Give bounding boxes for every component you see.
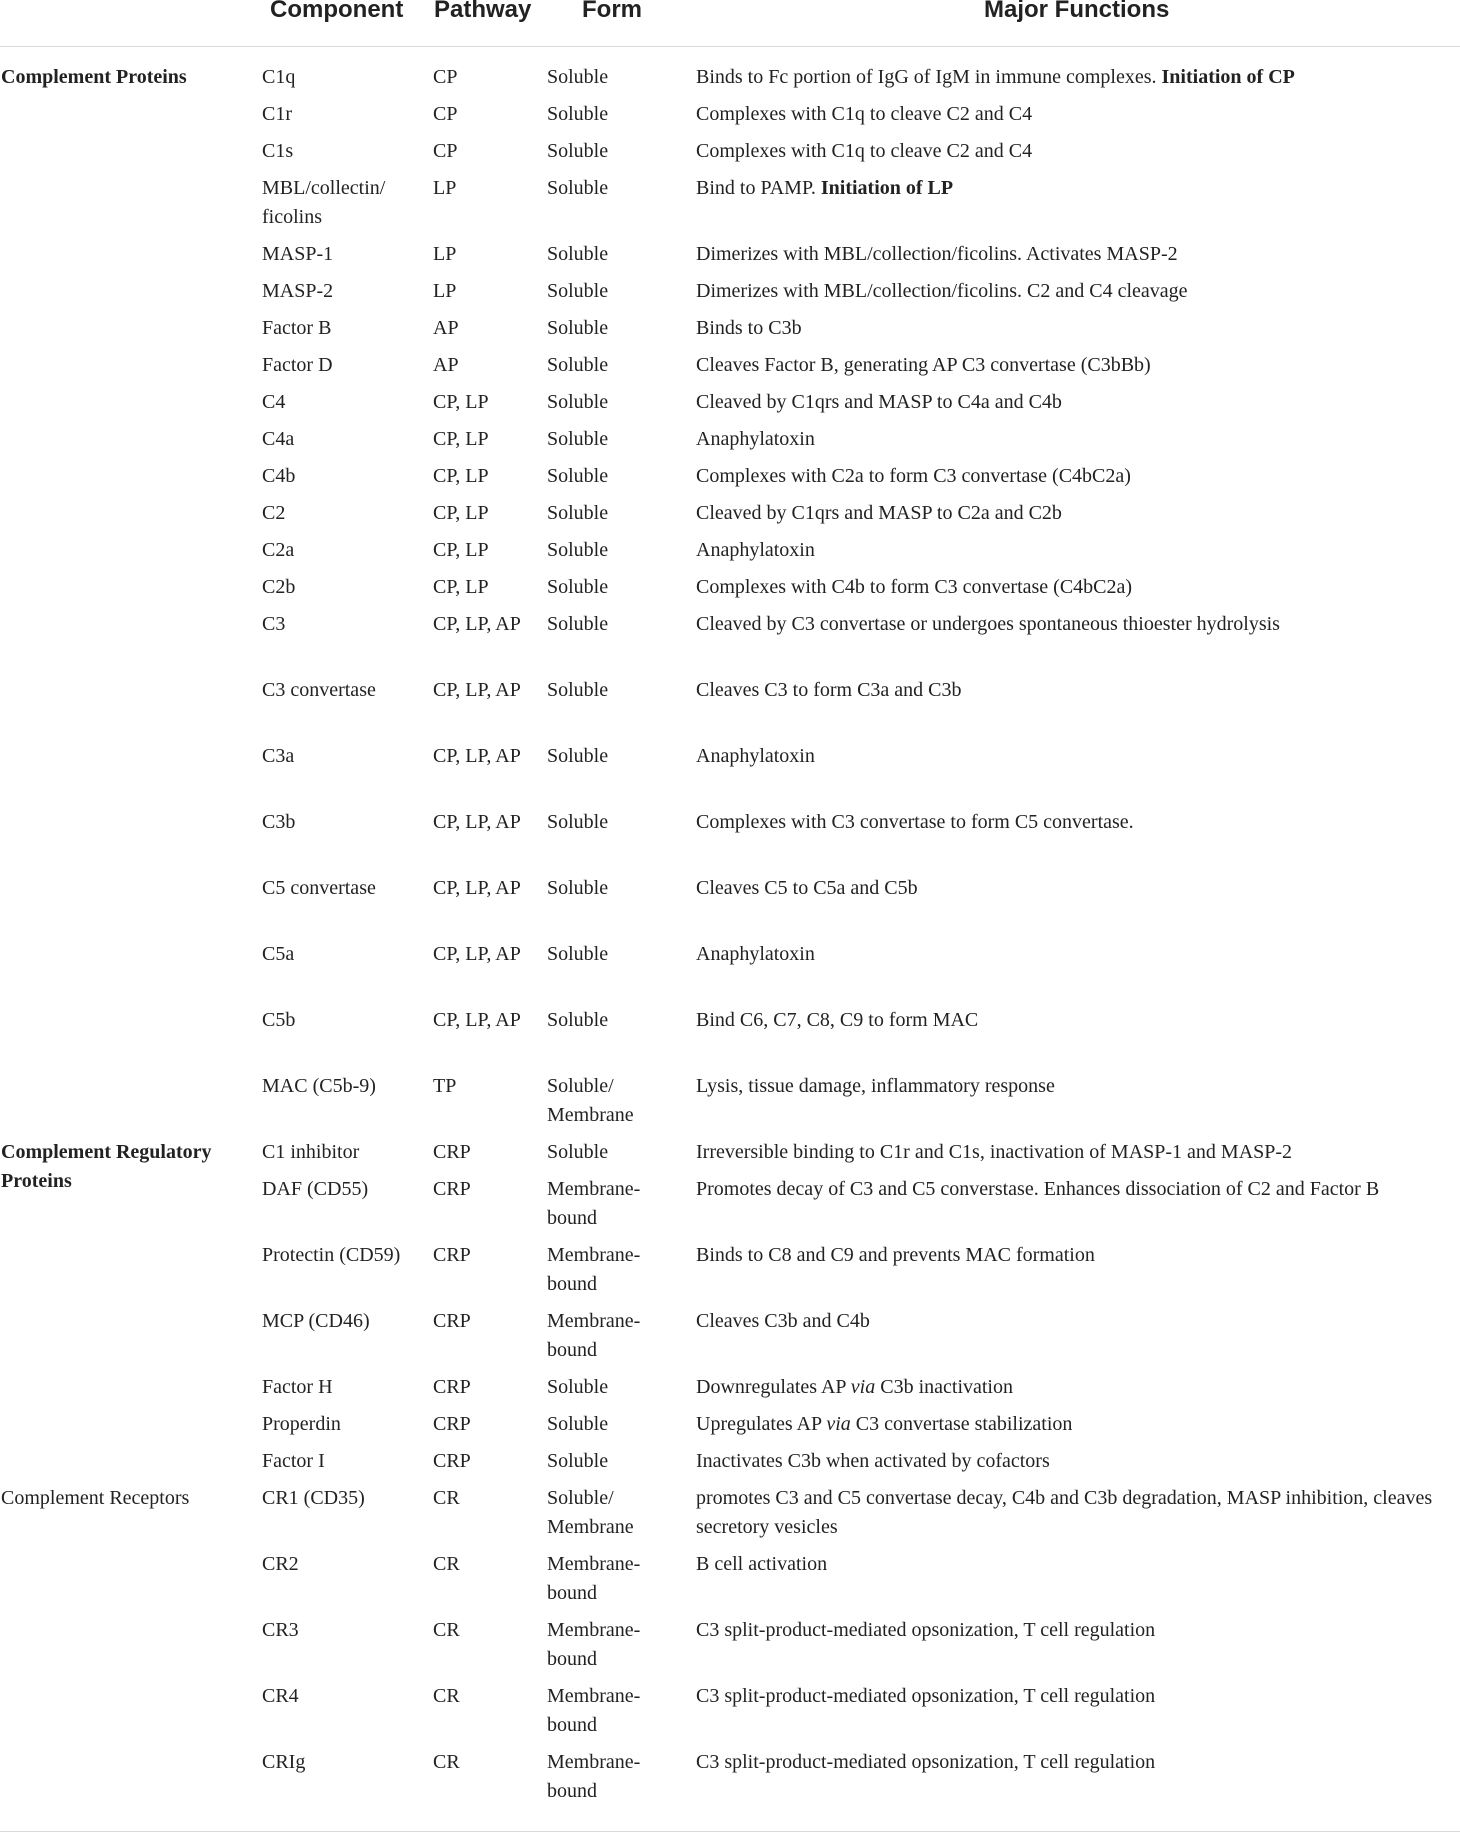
function-text: Complexes with C4b to form C3 convertase (C4bC2a) (696, 576, 1133, 598)
function-text: Binds to C3b (696, 317, 802, 339)
component-cell: CR2 (262, 1553, 299, 1575)
function-cell (696, 63, 1456, 92)
form-cell: Soluble (547, 943, 609, 965)
function-text: Complexes with C1q to cleave C2 and C4 (696, 140, 1033, 162)
component-cell: C4a (262, 428, 295, 450)
form-cell: Soluble (547, 679, 609, 701)
pathway-cell: CR (433, 1751, 460, 1773)
pathway-cell: CRP (433, 1178, 471, 1200)
component-cell: MASP-2 (262, 280, 334, 302)
pathway-cell: CP, LP, AP (433, 877, 521, 899)
form-cell: Membrane-bound (547, 1751, 641, 1802)
function-cell (696, 100, 1456, 129)
function-emphasis-text: Initiation of CP (1161, 66, 1295, 88)
function-text: Anaphylatoxin (696, 428, 815, 450)
function-text: Binds to C8 and C9 and prevents MAC formation (696, 1244, 1095, 1266)
pathway-cell: CP, LP (433, 502, 489, 524)
function-cell (696, 1748, 1456, 1777)
function-cell (696, 940, 1456, 969)
function-text: Promotes decay of C3 and C5 converstase. Enhances dissociation of C2 and Factor B (696, 1178, 1380, 1200)
function-text: C3 convertase stabilization (855, 1413, 1073, 1435)
table-header (0, 0, 1460, 47)
function-cell (696, 1175, 1456, 1204)
function-cell (696, 808, 1456, 837)
form-cell: Soluble (547, 177, 609, 199)
component-cell: DAF (CD55) (262, 1178, 369, 1200)
function-text: Cleaves C3b and C4b (696, 1310, 870, 1332)
pathway-cell: CR (433, 1553, 460, 1575)
function-cell (696, 1550, 1456, 1579)
group-label: Complement Proteins (1, 66, 187, 88)
function-text: C3b inactivation (880, 1376, 1013, 1398)
function-text: B cell activation (696, 1553, 828, 1575)
function-cell (696, 1241, 1456, 1270)
pathway-cell: CP, LP (433, 539, 489, 561)
pathway-cell: CP, LP, AP (433, 1009, 521, 1031)
pathway-cell: CP, LP, AP (433, 943, 521, 965)
component-cell: C5a (262, 943, 295, 965)
form-cell: Membrane-bound (547, 1244, 641, 1295)
function-italic-text: via (826, 1413, 851, 1435)
component-cell: Factor D (262, 354, 333, 376)
component-cell: C1r (262, 103, 292, 125)
function-text: C3 split-product-mediated opsonization, T cell regulation (696, 1751, 1156, 1773)
form-cell: Soluble (547, 613, 609, 635)
pathway-cell: CR (433, 1487, 460, 1509)
component-cell: CR3 (262, 1619, 299, 1641)
component-cell: C1q (262, 66, 296, 88)
function-cell (696, 742, 1456, 771)
function-text: Cleaves Factor B, generating AP C3 convertase (C3bBb) (696, 354, 1151, 376)
form-cell: Membrane-bound (547, 1178, 641, 1229)
header-major-functions: Major Functions (984, 0, 1170, 23)
form-cell: Soluble (547, 243, 609, 265)
component-cell: CRIg (262, 1751, 306, 1773)
pathway-cell: CP, LP (433, 465, 489, 487)
function-cell (696, 174, 1456, 203)
pathway-cell: CRP (433, 1141, 471, 1163)
form-cell: Membrane-bound (547, 1619, 641, 1670)
function-text: Bind C6, C7, C8, C9 to form MAC (696, 1009, 979, 1031)
component-cell: Properdin (262, 1413, 341, 1435)
form-cell: Soluble (547, 465, 609, 487)
component-cell: C2b (262, 576, 296, 598)
pathway-cell: LP (433, 177, 457, 199)
function-text: C3 split-product-mediated opsonization, T cell regulation (696, 1619, 1156, 1641)
function-cell (696, 499, 1456, 528)
function-cell (696, 874, 1456, 903)
function-cell (696, 1447, 1456, 1476)
function-text: Irreversible binding to C1r and C1s, inactivation of MASP-1 and MASP-2 (696, 1141, 1293, 1163)
function-cell (696, 536, 1456, 565)
function-cell (696, 573, 1456, 602)
function-text: Binds to Fc portion of IgG of IgM in immune complexes. (696, 66, 1157, 88)
component-cell: C3 (262, 613, 286, 635)
form-cell: Soluble (547, 1009, 609, 1031)
form-cell: Membrane-bound (547, 1310, 641, 1361)
form-cell: Soluble (547, 877, 609, 899)
form-cell: Soluble (547, 1413, 609, 1435)
function-text: Cleaved by C1qrs and MASP to C4a and C4b (696, 391, 1062, 413)
component-cell: MASP-1 (262, 243, 334, 265)
function-cell (696, 1616, 1456, 1645)
pathway-cell: LP (433, 280, 457, 302)
function-cell (696, 1072, 1456, 1101)
pathway-cell: CP (433, 103, 458, 125)
component-cell: C2 (262, 502, 286, 524)
function-italic-text: via (850, 1376, 876, 1398)
component-cell: MCP (CD46) (262, 1310, 370, 1332)
pathway-cell: CRP (433, 1450, 471, 1472)
component-cell: C3 convertase (262, 679, 376, 701)
form-cell: Soluble (547, 140, 609, 162)
form-cell: Soluble (547, 502, 609, 524)
form-cell: Soluble (547, 576, 609, 598)
function-text: Cleaved by C1qrs and MASP to C2a and C2b (696, 502, 1062, 524)
form-cell: Soluble (547, 428, 609, 450)
pathway-cell: CRP (433, 1376, 471, 1398)
function-text: promotes C3 and C5 convertase decay, C4b and C3b degradation, MASP inhibition, cleaves secretory vesicles (696, 1487, 1433, 1538)
component-cell: C5b (262, 1009, 296, 1031)
group-label: Complement Receptors (1, 1487, 190, 1509)
function-cell (696, 240, 1456, 269)
component-cell: Factor H (262, 1376, 333, 1398)
pathway-cell: CR (433, 1685, 460, 1707)
function-text: C3 split-product-mediated opsonization, T cell regulation (696, 1685, 1156, 1707)
function-cell (696, 351, 1456, 380)
component-cell: MAC (C5b-9) (262, 1075, 376, 1097)
pathway-cell: CRP (433, 1310, 471, 1332)
form-cell: Soluble (547, 280, 609, 302)
component-cell: CR1 (CD35) (262, 1487, 365, 1509)
function-text: Cleaves C3 to form C3a and C3b (696, 679, 962, 701)
form-cell: Soluble (547, 1450, 609, 1472)
function-text: Lysis, tissue damage, inflammatory response (696, 1075, 1055, 1097)
function-cell (696, 1006, 1456, 1035)
component-cell: CR4 (262, 1685, 299, 1707)
function-text: Inactivates C3b when activated by cofactors (696, 1450, 1050, 1472)
header-form: Form (582, 0, 642, 23)
function-text: Upregulates AP (696, 1413, 822, 1435)
component-cell: MBL/collectin/ ficolins (262, 177, 386, 228)
form-cell: Soluble (547, 103, 609, 125)
component-cell: C4b (262, 465, 296, 487)
pathway-cell: TP (433, 1075, 457, 1097)
form-cell: Soluble (547, 354, 609, 376)
function-cell (696, 1307, 1456, 1336)
function-cell (696, 1410, 1456, 1439)
function-text: Anaphylatoxin (696, 745, 815, 767)
component-cell: C1 inhibitor (262, 1141, 360, 1163)
table-bottom-rule (0, 1831, 1460, 1832)
form-cell: Membrane-bound (547, 1553, 641, 1604)
pathway-cell: CP, LP (433, 428, 489, 450)
function-text: Complexes with C1q to cleave C2 and C4 (696, 103, 1033, 125)
form-cell: Soluble (547, 391, 609, 413)
form-cell: Membrane-bound (547, 1685, 641, 1736)
pathway-cell: CP, LP, AP (433, 613, 521, 635)
function-cell (696, 1373, 1456, 1402)
form-cell: Soluble (547, 1376, 609, 1398)
component-cell: C5 convertase (262, 877, 376, 899)
pathway-cell: CP, LP, AP (433, 811, 521, 833)
pathway-cell: CP, LP, AP (433, 745, 521, 767)
pathway-cell: CP (433, 140, 458, 162)
function-cell (696, 137, 1456, 166)
component-cell: C3a (262, 745, 295, 767)
pathway-cell: AP (433, 354, 459, 376)
form-cell: Soluble (547, 66, 609, 88)
form-cell: Soluble (547, 1141, 609, 1163)
component-cell: C1s (262, 140, 294, 162)
function-cell (696, 1138, 1456, 1167)
function-cell (696, 388, 1456, 417)
component-cell: Factor I (262, 1450, 325, 1472)
function-text: Downregulates AP (696, 1376, 846, 1398)
pathway-cell: LP (433, 243, 457, 265)
function-cell (696, 676, 1456, 705)
pathway-cell: CR (433, 1619, 460, 1641)
function-text: Complexes with C3 convertase to form C5 convertase. (696, 811, 1134, 833)
function-text: Dimerizes with MBL/collection/ficolins. C2 and C4 cleavage (696, 280, 1188, 302)
function-text: Anaphylatoxin (696, 539, 815, 561)
pathway-cell: CP (433, 66, 458, 88)
component-cell: C2a (262, 539, 295, 561)
function-text: Cleaved by C3 convertase or undergoes spontaneous thioester hydrolysis (696, 613, 1280, 635)
component-cell: Factor B (262, 317, 332, 339)
function-text: Anaphylatoxin (696, 943, 815, 965)
component-cell: Protectin (CD59) (262, 1244, 401, 1266)
function-cell (696, 1484, 1456, 1541)
pathway-cell: CP, LP (433, 576, 489, 598)
function-cell (696, 610, 1456, 639)
pathway-cell: AP (433, 317, 459, 339)
component-cell: C3b (262, 811, 296, 833)
function-text: Dimerizes with MBL/collection/ficolins. Activates MASP-2 (696, 243, 1178, 265)
function-text: Cleaves C5 to C5a and C5b (696, 877, 918, 899)
function-cell (696, 314, 1456, 343)
pathway-cell: CRP (433, 1244, 471, 1266)
pathway-cell: CRP (433, 1413, 471, 1435)
function-text: Bind to PAMP. (696, 177, 816, 199)
group-label: Complement Regulatory Proteins (1, 1141, 212, 1192)
function-text: Complexes with C2a to form C3 convertase (C4bC2a) (696, 465, 1131, 487)
form-cell: Soluble (547, 317, 609, 339)
header-pathway: Pathway (434, 0, 532, 23)
function-emphasis-text: Initiation of LP (820, 177, 954, 199)
function-cell (696, 425, 1456, 454)
pathway-cell: CP, LP (433, 391, 489, 413)
component-cell: C4 (262, 391, 286, 413)
function-cell (696, 277, 1456, 306)
form-cell: Soluble (547, 811, 609, 833)
function-cell (696, 462, 1456, 491)
form-cell: Soluble (547, 745, 609, 767)
header-component: Component (270, 0, 404, 23)
function-cell (696, 1682, 1456, 1711)
pathway-cell: CP, LP, AP (433, 679, 521, 701)
form-cell: Soluble/ Membrane (547, 1075, 634, 1126)
form-cell: Soluble (547, 539, 609, 561)
form-cell: Soluble/ Membrane (547, 1487, 634, 1538)
